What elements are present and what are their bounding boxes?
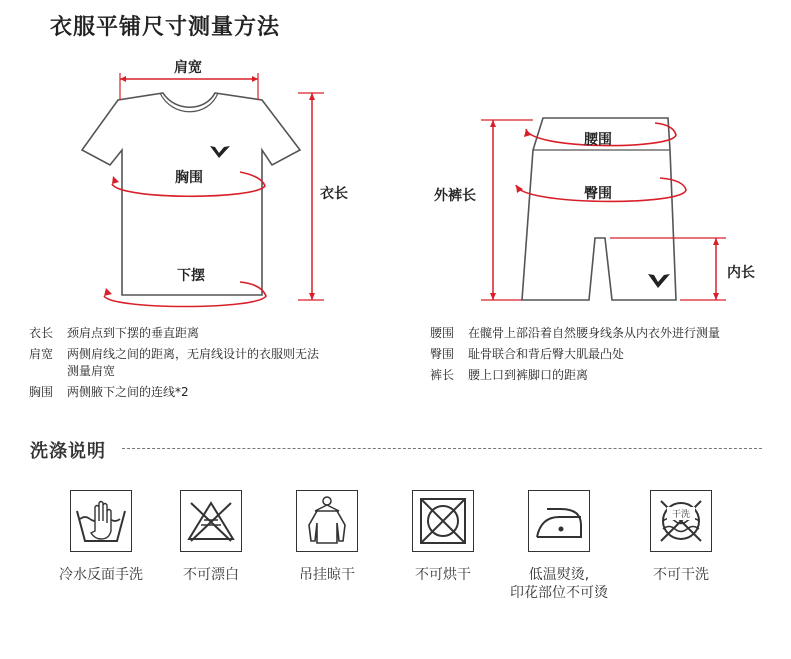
outer-length-label: 外裤长 (434, 188, 476, 204)
note-text: 耻骨联合和背后臀大肌最凸处 (468, 347, 625, 361)
note-row (430, 346, 775, 363)
note-text: 两侧肩线之间的距离，无肩线设计的衣服则无法 (67, 347, 320, 361)
brand-logo-icon-shorts (648, 274, 670, 288)
note-text: 颈肩点到下摆的垂直距离 (67, 326, 200, 340)
care-label-line2: 印花部位不可烫 (510, 585, 608, 601)
hip-label: 臀围 (584, 186, 612, 202)
note-key: 肩宽 (29, 347, 54, 361)
no-dry-clean-icon (650, 490, 712, 552)
note-key: 裤长 (430, 368, 455, 382)
divider (122, 448, 762, 449)
care-label-line1: 低温熨烫, (528, 567, 590, 583)
care-label: 吊挂晾干 (299, 567, 355, 583)
inseam-label: 内长 (727, 265, 755, 281)
waist-label: 腰围 (584, 132, 612, 148)
shoulder-label: 肩宽 (174, 60, 202, 76)
no-bleach-icon (180, 490, 242, 552)
care-label: 不可漂白 (183, 567, 239, 583)
brand-logo-icon (210, 146, 230, 158)
length-label: 衣长 (320, 186, 348, 202)
note-text: 在髋骨上部沿着自然腰身线条从内衣外进行测量 (468, 326, 721, 340)
note-row (430, 325, 775, 342)
low-iron-icon (528, 490, 590, 552)
wash-title: 洗涤说明 (30, 441, 106, 462)
shorts-notes (430, 325, 775, 384)
dry-clean-badge: 干洗 (667, 507, 695, 520)
note-text-cont: 测量肩宽 (67, 364, 116, 378)
note-key: 腰围 (430, 326, 455, 340)
care-label: 不可干洗 (653, 567, 709, 583)
no-tumble-dry-icon (412, 490, 474, 552)
hand-wash-icon (70, 490, 132, 552)
care-label: 不可烘干 (415, 567, 471, 583)
note-row (29, 346, 379, 380)
note-text: 两侧腋下之间的连线*2 (67, 385, 189, 399)
note-row (430, 367, 775, 384)
note-row (29, 325, 379, 342)
hem-label: 下摆 (177, 268, 205, 284)
note-key: 臀围 (430, 347, 455, 361)
shirt-collar (160, 93, 218, 112)
note-row (29, 384, 379, 401)
chest-label: 胸围 (175, 170, 203, 186)
note-text: 腰上口到裤脚口的距离 (468, 368, 589, 382)
note-key: 胸围 (29, 385, 54, 399)
care-label: 冷水反面手洗 (59, 567, 143, 583)
note-key: 衣长 (29, 326, 54, 340)
hang-dry-icon (296, 490, 358, 552)
page-title: 衣服平铺尺寸测量方法 (50, 15, 281, 40)
care-label (489, 566, 629, 602)
shirt-notes (29, 325, 379, 401)
